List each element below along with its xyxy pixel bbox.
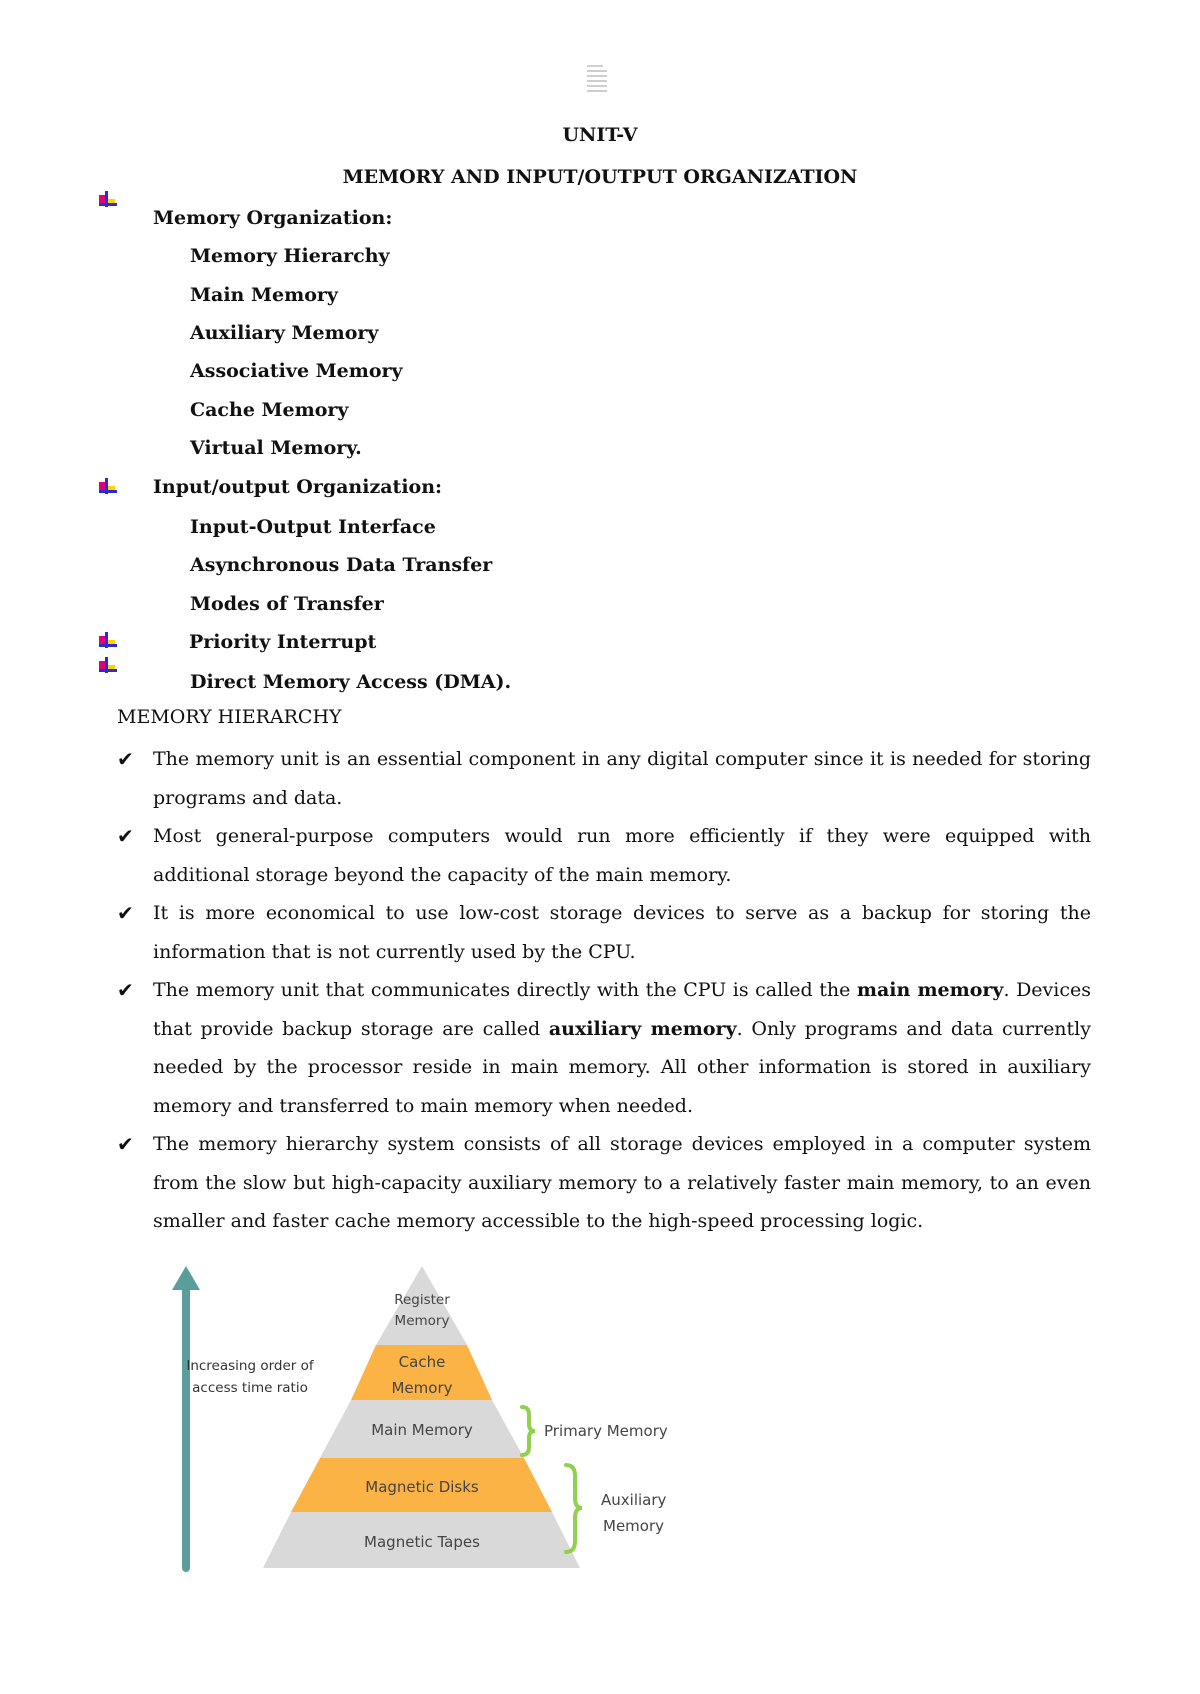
memory-org-heading: Memory Organization: <box>153 207 393 229</box>
list-item: Memory Hierarchy <box>190 245 390 267</box>
auxiliary-memory-label: Auxiliary <box>601 1491 667 1509</box>
level-label: Register <box>394 1292 450 1308</box>
paragraph-text: It is more economical to use low-cost storage devices to serve as a backup for storing the information that is not currently used by the CPU. <box>153 902 1091 963</box>
list-item: Main Memory <box>190 284 338 306</box>
list-item: Modes of Transfer <box>190 593 384 615</box>
list-item: Direct Memory Access (DMA). <box>190 671 512 693</box>
list-item: Asynchronous Data Transfer <box>190 554 493 576</box>
primary-memory-label: Primary Memory <box>544 1422 668 1440</box>
arrow-head-icon <box>172 1266 200 1290</box>
check-icon: ✔ <box>117 901 134 925</box>
list-item: Auxiliary Memory <box>190 322 379 344</box>
paragraph-text: Most general-purpose computers would run more efficiently if they were equipped with additional storage beyond the capacity of the main memory. <box>153 825 1091 886</box>
level-label: Memory <box>391 1379 453 1397</box>
list-item: Cache Memory <box>190 399 349 421</box>
auxiliary-memory-label: Memory <box>603 1517 665 1535</box>
primary-brace-icon <box>522 1407 535 1455</box>
check-icon: ✔ <box>117 824 134 848</box>
list-item: Input-Output Interface <box>190 516 436 538</box>
list-item: Associative Memory <box>190 360 403 382</box>
list-item: Priority Interrupt <box>189 631 377 653</box>
emphasis-main-memory: main memory <box>856 979 1004 1001</box>
page-title: MEMORY AND INPUT/OUTPUT ORGANIZATION <box>342 166 858 188</box>
check-icon: ✔ <box>117 747 134 771</box>
emphasis-auxiliary-memory: auxiliary memory <box>548 1017 737 1040</box>
arrow-label: access time ratio <box>192 1380 308 1396</box>
paragraph-text: The memory hierarchy system consists of all storage devices employed in a computer system from the slow but high-capacity auxiliary memory to a relatively faster main memory, to an even smaller and faster cache memory accessible to the high-speed processing logic. <box>153 1133 1091 1232</box>
paragraph-text: The memory unit is an essential component in any digital computer since it is needed for storing programs and data. <box>153 748 1091 809</box>
check-icon: ✔ <box>117 1132 134 1156</box>
level-label: Cache <box>398 1353 446 1371</box>
level-label: Magnetic Disks <box>365 1478 479 1496</box>
arrow-label: Increasing order of <box>186 1358 314 1374</box>
section-title: MEMORY HIERARCHY <box>117 706 342 728</box>
level-label: Main Memory <box>371 1421 473 1439</box>
check-icon: ✔ <box>117 978 134 1002</box>
unit-heading: UNIT-V <box>562 124 638 146</box>
level-label: Magnetic Tapes <box>364 1533 480 1551</box>
list-item: Virtual Memory. <box>190 437 362 459</box>
level-label: Memory <box>394 1313 450 1329</box>
paragraph-text: The memory unit that communicates directly with the CPU is called the main memory. Devices that provide backup storage are called auxiliary memory. Only programs and data currently needed by the processor reside in main memory. All other information is stored in auxiliary memory and transferred to main memory when needed. <box>153 979 1091 1117</box>
io-org-heading: Input/output Organization: <box>153 476 443 498</box>
auxiliary-brace-icon <box>566 1465 582 1552</box>
